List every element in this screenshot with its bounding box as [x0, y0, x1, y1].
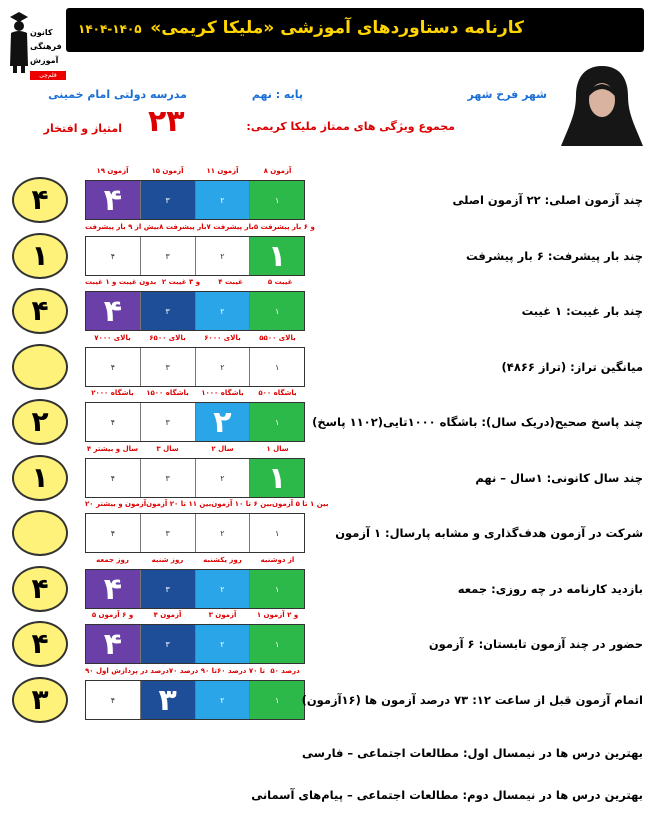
level-cell-3: ۳	[141, 514, 196, 552]
level-cell-1: ۱	[250, 403, 304, 441]
threshold-label: بین ۱ تا ۵ آزمون	[272, 500, 329, 508]
threshold-label: بالای ۶۵۰۰	[149, 334, 186, 342]
threshold-label: ۵۰ درصد	[270, 667, 300, 675]
level-cell-3: ۳	[141, 403, 196, 441]
score-circle: ۳	[12, 677, 68, 723]
threshold-label: ۷ بار پیشرفت	[206, 223, 254, 231]
threshold-labels	[85, 389, 305, 397]
student-grade: پایه : نهم	[251, 88, 303, 101]
level-cell-2: ۲	[196, 292, 251, 330]
level-cell-1: ۱	[250, 570, 304, 608]
threshold-label: ۸ بار پیشرفت	[159, 223, 207, 231]
level-cell-2: ۲	[196, 181, 251, 219]
level-cell-1: ۱	[250, 181, 304, 219]
threshold-label: ۴ غیبت	[218, 278, 243, 286]
threshold-label: بالای ۷۰۰۰	[94, 334, 131, 342]
threshold-label: بین ۶ تا ۱۰ آزمون	[211, 500, 272, 508]
row-label: بازدید کارنامه در چه روزی: جمعه	[457, 582, 643, 596]
threshold-label: ۵ و ۶ بار پیشرفت	[253, 223, 315, 231]
threshold-labels	[85, 223, 315, 231]
threshold-label: ۴ آزمون	[153, 611, 182, 619]
score-circle	[12, 344, 68, 390]
level-cell-1: ۱	[250, 292, 304, 330]
threshold-label: ۶۰ تا ۷۰ درصد	[216, 667, 266, 675]
row-label: شرکت در آزمون هدف‌گذاری و مشابه پارسال: ۱ آزمون	[335, 526, 643, 540]
level-cell-2: ۲	[196, 237, 251, 275]
threshold-label: ۲ سال	[211, 445, 234, 453]
threshold-label: ۵ و ۶ آزمون	[91, 611, 134, 619]
level-cell-1: ۱	[274, 528, 280, 538]
row-label: چند بار غیبت: ۱ غیبت	[521, 304, 643, 318]
threshold-label: روز جمعه	[96, 556, 129, 564]
kanoon-logo	[8, 8, 62, 79]
score-circle: ۴	[12, 566, 68, 612]
level-cell-4: ۴	[86, 403, 141, 441]
threshold-label: بالای ۵۵۰۰	[259, 334, 296, 342]
header-bar	[66, 8, 644, 52]
level-cell-3: ۳	[141, 570, 196, 608]
threshold-label: بیش از ۹ بار پیشرفت	[85, 223, 160, 231]
threshold-label: باشگاه ۵۰۰	[258, 389, 297, 397]
level-cell-1: ۱	[250, 625, 304, 663]
student-school: مدرسه دولتی امام خمینی	[48, 88, 187, 101]
student-photo	[559, 60, 645, 146]
level-cell-1: ۱	[250, 459, 304, 497]
threshold-labels	[85, 667, 305, 675]
threshold-label: ۷۰ تا ۹۰ درصد	[168, 667, 217, 675]
score-circle: ۲	[12, 399, 68, 445]
best-subjects-second-half: بهترین درس ها در نیمسال دوم: مطالعات اجتماعی – پیام‌های آسمانی	[251, 788, 643, 802]
level-cell-4: ۴	[86, 570, 141, 608]
threshold-label: ۵ غیبت	[267, 278, 293, 286]
threshold-labels	[85, 278, 305, 286]
level-grid	[85, 347, 305, 387]
level-cell-3: ۳	[141, 681, 196, 719]
report-title: کارنامه دستاوردهای آموزشی «ملیکا کریمی»	[150, 18, 524, 38]
level-cell-3: ۳	[141, 237, 196, 275]
score-circle: ۴	[12, 177, 68, 223]
best-subjects-first-half: بهترین درس ها در نیمسال اول: مطالعات اجتماعی – فارسی	[302, 746, 643, 760]
threshold-label: ۱ سال	[266, 445, 289, 453]
level-cell-4: ۴	[86, 625, 141, 663]
graduate-icon	[8, 8, 30, 74]
threshold-label: بالای ۶۰۰۰	[204, 334, 241, 342]
threshold-label: باشگاه ۱۵۰۰	[146, 389, 189, 397]
level-cell-4: ۴	[86, 292, 141, 330]
level-grid	[85, 624, 305, 664]
row-label: میانگین تراز: (تراز ۴۸۶۶)	[501, 360, 643, 374]
academic-years: ۱۴۰۴-۱۴۰۵	[78, 22, 142, 36]
score-circle: ۱	[12, 233, 68, 279]
threshold-label: ۴ سال و بیشتر	[86, 445, 139, 453]
row-label: چند سال کانونی: ۱سال – نهم	[475, 471, 643, 485]
level-cell-4: ۴	[86, 348, 141, 386]
level-grid	[85, 569, 305, 609]
total-score: ۲۳	[148, 104, 185, 139]
score-label: امتیاز و افتخار	[43, 122, 122, 135]
threshold-label: ۱۵ آزمون	[151, 167, 184, 175]
level-cell-3: ۳	[141, 459, 196, 497]
student-city: شهر فرخ شهر	[467, 88, 547, 101]
threshold-label: ۱ و ۲ آزمون	[256, 611, 299, 619]
score-circle: ۴	[12, 288, 68, 334]
row-label: چند پاسخ صحیح(دریک سال): باشگاه ۱۰۰۰تایی(۱۱۰۲ پاسخ)	[312, 415, 643, 429]
threshold-label: ۲۰ آزمون و بیشتر	[85, 500, 147, 508]
threshold-label: ۸ آزمون	[263, 167, 292, 175]
level-cell-3: ۳	[141, 625, 196, 663]
score-circle: ۴	[12, 621, 68, 667]
threshold-label: روز یکشنبه	[203, 556, 242, 564]
level-cell-2: ۲	[196, 459, 251, 497]
level-grid	[85, 180, 305, 220]
threshold-label: از دوشنبه	[260, 556, 295, 564]
level-cell-2: ۲	[196, 514, 251, 552]
level-cell-2: ۲	[196, 570, 251, 608]
level-grid	[85, 458, 305, 498]
threshold-label: بین ۱۱ تا ۲۰ آزمون	[146, 500, 212, 508]
row-label: چند بار پیشرفت: ۶ بار پیشرفت	[466, 249, 643, 263]
threshold-labels	[85, 611, 305, 619]
threshold-label: بدون غیبت و ۱ غیبت	[85, 278, 157, 286]
row-label: حضور در چند آزمون تابستان: ۶ آزمون	[428, 637, 643, 651]
level-cell-3: ۳	[141, 292, 196, 330]
level-cell-4: ۴	[86, 514, 141, 552]
score-circle: ۱	[12, 455, 68, 501]
threshold-label: ۲ و ۳ غیبت	[161, 278, 201, 286]
logo-line-3: آموزش	[30, 56, 59, 65]
threshold-label: ۳ آزمون	[208, 611, 237, 619]
level-cell-2: ۲	[196, 403, 251, 441]
logo-line-2: فرهنگی	[30, 42, 62, 51]
level-cell-2: ۲	[196, 625, 251, 663]
features-label: مجموع ویژگی های ممتاز ملیکا کریمی:	[246, 120, 455, 133]
threshold-label: ۳ سال	[156, 445, 179, 453]
score-circle	[12, 510, 68, 556]
threshold-label: باشگاه ۲۰۰۰	[91, 389, 134, 397]
threshold-labels	[85, 500, 329, 508]
level-grid	[85, 513, 305, 553]
level-grid	[85, 291, 305, 331]
level-cell-2: ۲	[196, 348, 251, 386]
threshold-label: ۱۱ آزمون	[206, 167, 239, 175]
level-cell-3: ۳	[141, 181, 196, 219]
threshold-labels	[85, 334, 305, 342]
level-grid	[85, 680, 305, 720]
logo-line-1: کانون	[30, 28, 53, 37]
level-cell-4: ۴	[86, 237, 141, 275]
level-cell-1: ۱	[274, 362, 280, 372]
row-label: چند آزمون اصلی: ۲۲ آزمون اصلی	[452, 193, 643, 207]
threshold-label: ۹۰ درصد در پردازش اول	[85, 667, 169, 675]
level-cell-4: ۴	[86, 181, 141, 219]
level-cell-1: ۱	[250, 681, 304, 719]
level-grid	[85, 236, 305, 276]
level-cell-4: ۴	[86, 459, 141, 497]
threshold-label: ۱۹ آزمون	[96, 167, 129, 175]
student-avatar-icon	[559, 60, 645, 146]
logo-badge: قلم‌چی	[30, 71, 66, 80]
threshold-labels	[85, 167, 305, 175]
level-cell-1: ۱	[250, 237, 304, 275]
row-label: اتمام آزمون قبل از ساعت ۱۲: ۷۳ درصد آزمون ها (۱۶آزمون)	[301, 693, 643, 707]
threshold-labels	[85, 556, 305, 564]
threshold-labels	[85, 445, 305, 453]
level-cell-3: ۳	[141, 348, 196, 386]
level-cell-2: ۲	[196, 681, 251, 719]
level-grid	[85, 402, 305, 442]
threshold-label: باشگاه ۱۰۰۰	[201, 389, 244, 397]
level-cell-4: ۴	[86, 681, 141, 719]
threshold-label: روز شنبه	[151, 556, 184, 564]
